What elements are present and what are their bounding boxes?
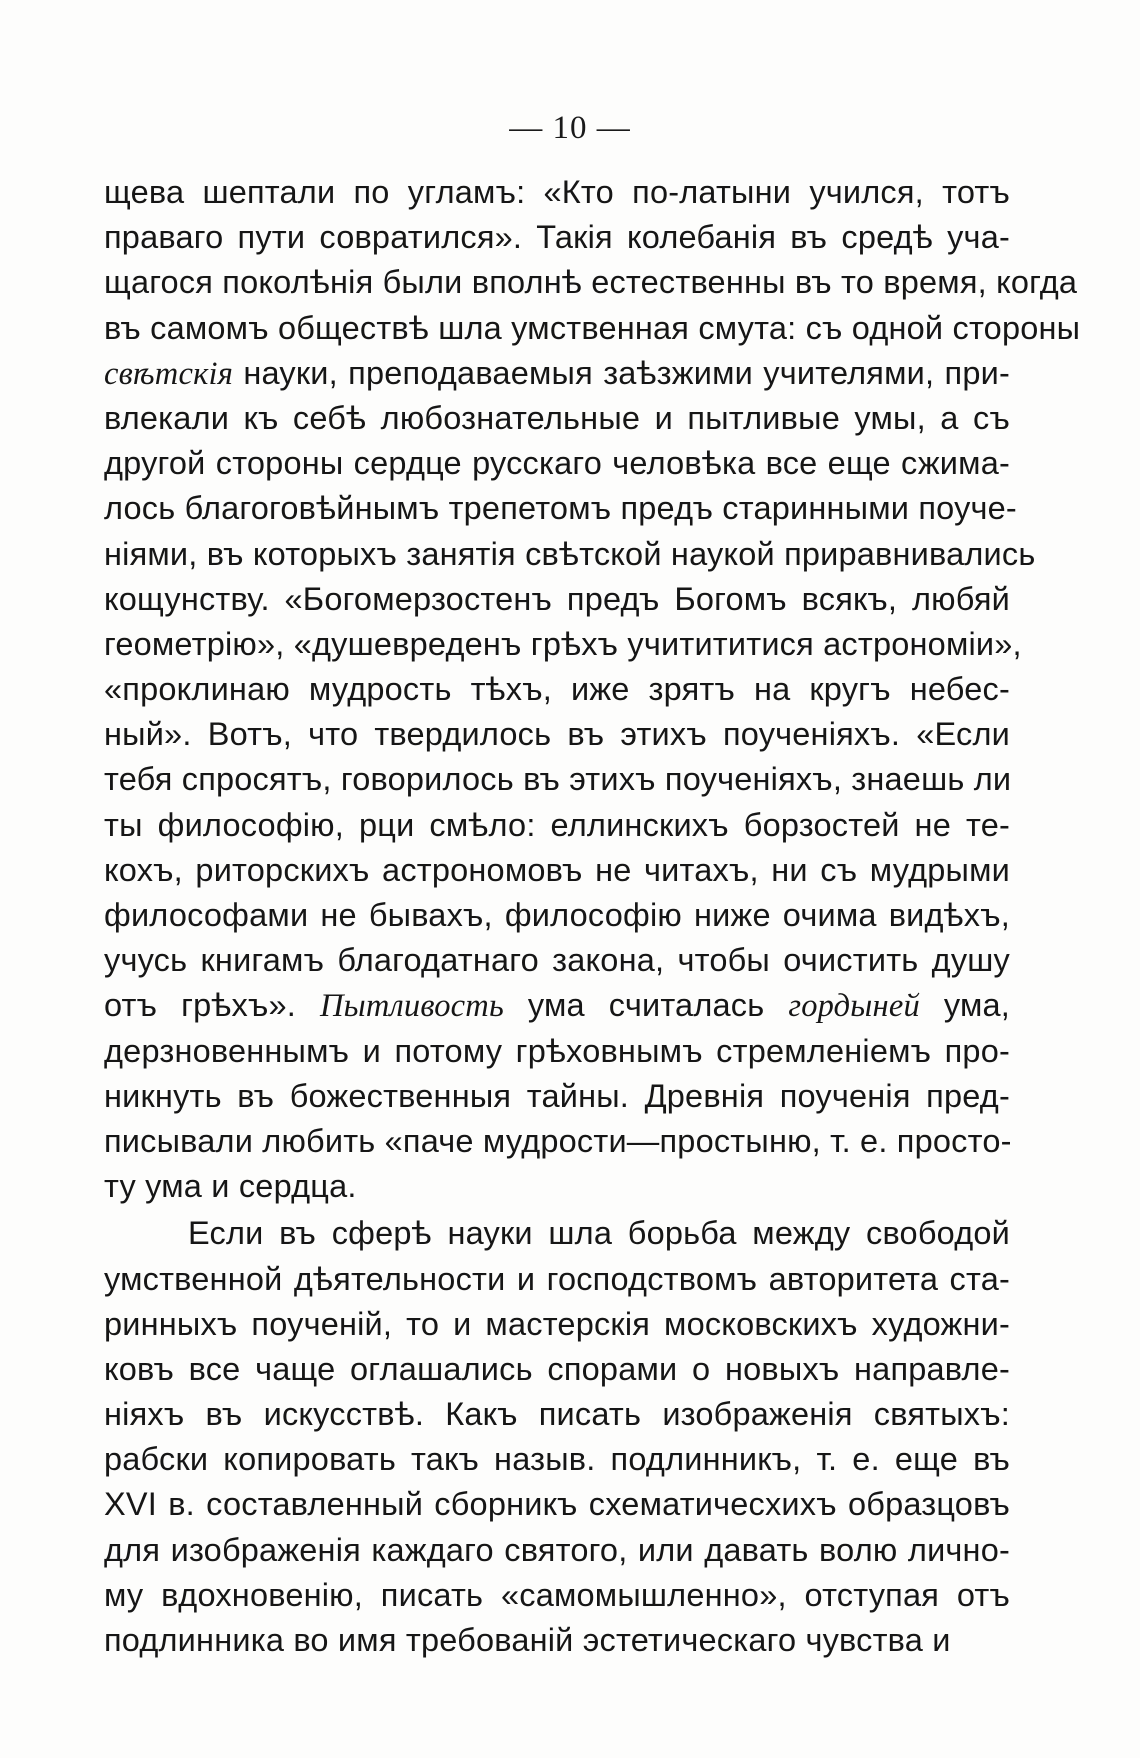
text-line: никнуть въ божественныя тайны. Древнія поученія пред- xyxy=(104,1077,1010,1114)
text-line: ты философію, рци смѣло: еллинскихъ борзостей не те- xyxy=(104,806,1010,843)
text-line: кохъ, риторскихъ астрономовъ не читахъ, ни съ мудрыми xyxy=(104,851,1010,888)
text-line: писывали любить «паче мудрости—простыню, т. е. просто- xyxy=(104,1122,1012,1159)
emphasized-word: Пытливость xyxy=(319,988,504,1025)
body-text xyxy=(104,170,1081,1663)
paragraph-1 xyxy=(104,170,1081,1209)
text-line: щагося поколѣнія были вполнѣ естественны въ то время, когда xyxy=(104,264,1078,301)
text-line: умственной дѣятельности и господствомъ авторитета ста- xyxy=(104,1260,1010,1297)
text-line: праваго пути совратился». Такія колебанія въ средѣ уча- xyxy=(104,219,1010,256)
text-line: дерзновеннымъ и потому грѣховнымъ стремленіемъ про- xyxy=(104,1032,1010,1069)
text-line: XVI в. составленный сборникъ схематичесхихъ образцовъ xyxy=(104,1486,1010,1523)
text-line: лось благоговѣйнымъ трепетомъ предъ старинными поуче- xyxy=(104,490,1017,527)
text-line: тебя спросятъ, говорилось въ этихъ поученіяхъ, знаешь ли xyxy=(104,761,1012,798)
text-line: ный». Вотъ, что твердилось въ этихъ поученіяхъ. «Если xyxy=(104,716,1010,753)
text-line: подлинника во имя требованій эстетическаго чувства и xyxy=(104,1622,951,1658)
emphasized-word: свѣтскія xyxy=(104,355,234,392)
emphasized-word: гордыней xyxy=(788,988,920,1025)
text-line: геометрію», «душевреденъ грѣхъ учитититися астрономіи», xyxy=(104,625,1022,662)
text-line: учусь книгамъ благодатнаго закона, чтобы очистить душу xyxy=(104,942,1010,979)
text-line: влекали къ себѣ любознательные и пытливые умы, а съ xyxy=(104,399,1010,436)
text-line: кощунству. «Богомерзостенъ предъ Богомъ всякъ, любяй xyxy=(104,580,1010,617)
text-line: для изображенія каждаго святого, или давать волю лично- xyxy=(104,1531,1010,1568)
text-line: щева шептали по угламъ: «Кто по-латыни учился, тотъ xyxy=(104,174,1010,210)
paragraph-2 xyxy=(104,1211,1010,1663)
text-line: ніями, въ которыхъ занятія свѣтской наукой приравнивались xyxy=(104,535,1036,572)
text-line: философами не бывахъ, философію ниже очима видѣхъ, xyxy=(104,897,1010,933)
text-line: ринныхъ поученій, то и мастерскія московскихъ художни- xyxy=(104,1305,1010,1342)
text-line: въ самомъ обществѣ шла умственная смута: съ одной стороны xyxy=(104,309,1081,346)
text-line: отъ грѣхъ». Пытливость ума считалась гордыней ума, xyxy=(104,987,1011,1025)
text-line: рабски копировать такъ назыв. подлинникъ, т. е. еще въ xyxy=(104,1441,1010,1478)
text-line: свѣтскія науки, преподаваемыя заѣзжими учителями, при- xyxy=(104,354,1010,392)
text-line: му вдохновенію, писать «самомышленно», отступая отъ xyxy=(104,1576,1010,1613)
text-line: ніяхъ въ искусствѣ. Какъ писать изображенія святыхъ: xyxy=(104,1396,1010,1433)
text-line: ту ума и сердца. xyxy=(104,1168,357,1205)
page-number: — 10 — xyxy=(509,110,631,146)
text-line: «проклинаю мудрость тѣхъ, иже зрятъ на кругъ небес- xyxy=(104,671,1010,708)
text-line: другой стороны сердце русскаго человѣка все еще сжима- xyxy=(104,445,1010,482)
text-line: ковъ все чаще оглашались спорами о новыхъ направле- xyxy=(104,1350,1010,1387)
text-line: Если въ сферѣ науки шла борьба между свободой xyxy=(188,1215,1010,1252)
